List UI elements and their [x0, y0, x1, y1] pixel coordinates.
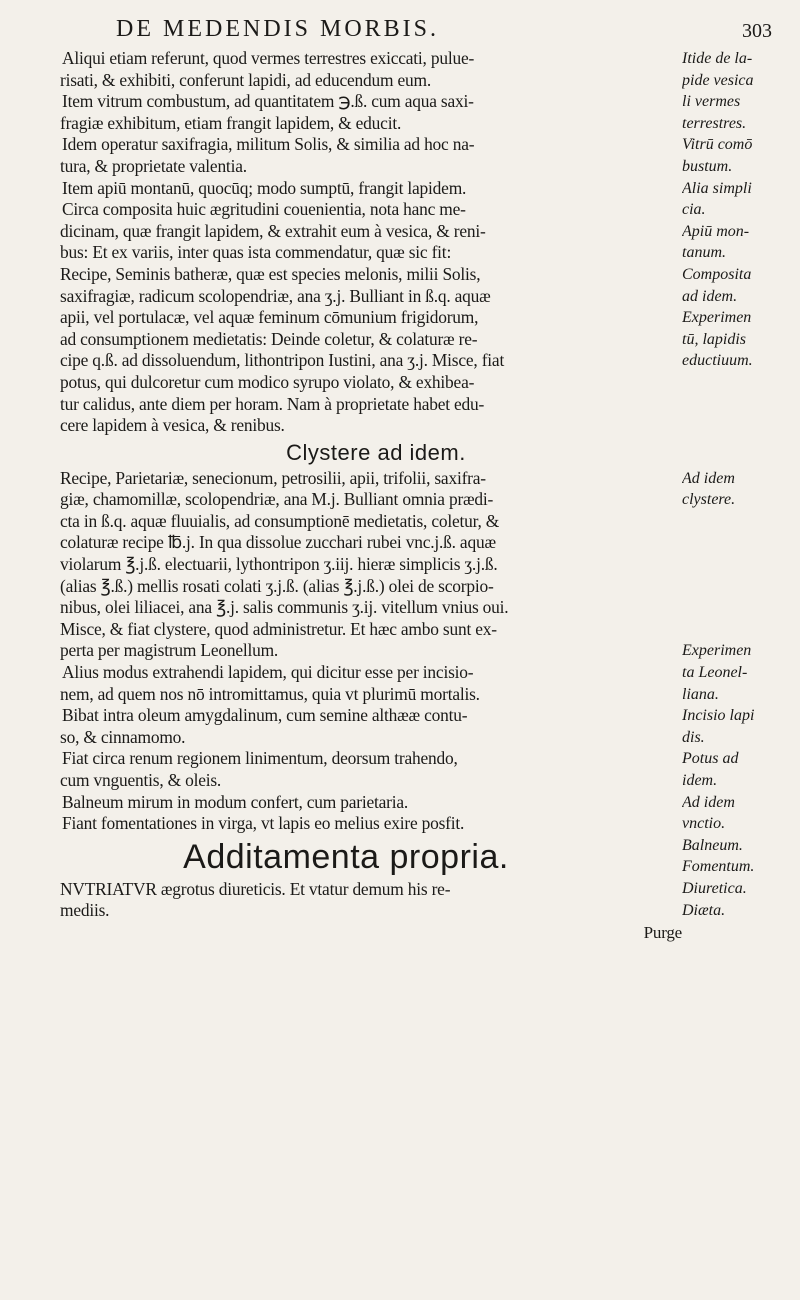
text-line: violarum ℥.j.ß. electuarii, lythontripon ʒ.iij. hieræ simplicis ʒ.j.ß.: [60, 554, 498, 575]
margin-note: Balneum.: [682, 836, 743, 854]
text-line: cum vnguentis, & oleis.: [60, 770, 222, 790]
margin-note: clystere.: [682, 491, 736, 509]
text-line: so, & cinnamomo.: [60, 726, 186, 747]
margin-note: pide vesica: [682, 71, 754, 89]
text-line: saxifragiæ, radicum scolopendriæ, ana ʒ.j. Bulliant in ß.q. aquæ: [60, 285, 491, 306]
margin-note: Vitrū comō: [682, 136, 753, 154]
margin-note-spacer: [682, 372, 794, 394]
margin-note: Experimen: [682, 642, 752, 660]
margin-note: li vermes: [682, 93, 741, 111]
text-line: Aliqui etiam referunt, quod vermes terrestres exiccati, pulue-: [62, 48, 475, 68]
margin-note: tanum.: [682, 244, 726, 262]
text-line: (alias ℥.ß.) mellis rosati colati ʒ.j.ß. (alias ℥.j.ß.) olei de scorpio-: [60, 575, 494, 596]
margin-note: Ad idem: [682, 793, 735, 811]
margin-note: tū, lapidis: [682, 330, 747, 348]
text-line: Idem operatur saxifragia, militum Solis, & similia ad hoc na-: [62, 134, 475, 155]
margin-note: ta Leonel-: [682, 664, 748, 682]
margin-note-spacer: [682, 437, 794, 468]
margin-note: Fomentum.: [682, 858, 755, 876]
margin-note: Ad idem: [682, 469, 735, 487]
margin-note: idem.: [682, 772, 718, 789]
section-heading-additamenta: Additamenta propria.: [183, 837, 509, 876]
page-header: [0, 16, 800, 46]
text-line: Bibat intra oleum amygdalinum, cum semine althææ contu-: [62, 705, 468, 726]
text-line: tur calidus, ante diem per horam. Nam à proprietate habet edu-: [60, 393, 485, 414]
margin-note-spacer: [682, 576, 794, 598]
margin-note: Itide de la-: [682, 50, 753, 67]
margin-note: bustum.: [682, 157, 733, 175]
page-number: 303: [742, 20, 772, 42]
margin-note: eductiuum.: [682, 352, 753, 370]
text-line: Recipe, Seminis batheræ, quæ est species melonis, milii Solis,: [60, 263, 481, 284]
margin-note: Experimen: [682, 309, 752, 327]
margin-note: Incisio lapi: [682, 707, 755, 725]
text-line: Circa composita huic ægritudini couenientia, nota hanc me-: [62, 199, 466, 220]
margin-note: Apiū mon-: [682, 222, 750, 240]
margin-note: liana.: [682, 685, 719, 703]
text-line: nem, ad quem nos nō intromittamus, quia vt plurimū mortalis.: [60, 683, 480, 704]
margin-note-spacer: [682, 415, 794, 437]
text-line: Fiant fomentationes in virga, vt lapis eo melius exire posfit.: [62, 813, 465, 834]
margin-note-spacer: [682, 597, 794, 619]
text-line: NVTRIATVR ægrotus diureticis. Et vtatur demum his re-: [60, 878, 451, 899]
text-line: risati, & exhibiti, conferunt lapidi, ad educendum eum.: [60, 69, 432, 90]
margin-note-spacer: [682, 554, 794, 576]
text-line: Fiat circa renum regionem linimentum, deorsum trahendo,: [62, 748, 458, 769]
margin-note: Alia simpli: [682, 179, 752, 197]
text-line: Balneum mirum in modum confert, cum parietaria.: [62, 791, 409, 812]
margin-note: Diuretica.: [682, 879, 747, 897]
margin-note: Composita: [682, 265, 752, 283]
margin-note-spacer: [682, 511, 794, 533]
text-line: cipe q.ß. ad dissoluendum, lithontripon Iustini, ana ʒ.j. Misce, fiat: [60, 350, 505, 371]
margin-note: Diæta.: [682, 901, 726, 919]
text-line: potus, qui dulcoretur cum modico syrupo violato, & exhibea-: [60, 371, 475, 392]
text-line: Item apiū montanū, quocūq; modo sumptū, frangit lapidem.: [62, 177, 467, 198]
margin-note-spacer: [682, 394, 794, 416]
text-line: tura, & proprietate valentia.: [60, 155, 247, 176]
running-title: DE MEDENDIS MORBIS.: [116, 16, 440, 42]
text-line: cta in ß.q. aquæ fluuialis, ad consumptionē medietatis, coletur, &: [60, 510, 500, 531]
margin-note: ad idem.: [682, 287, 738, 305]
text-line: giæ, chamomillæ, scolopendriæ, ana M.j. Bulliant omnia prædi-: [60, 489, 494, 510]
catchword: Purge: [643, 922, 682, 942]
text-line: ad consumptionem medietatis: Deinde coletur, & colaturæ re-: [60, 328, 478, 349]
text-line: fragiæ exhibitum, etiam frangit lapidem, & educit.: [60, 112, 402, 133]
margin-note-spacer: [682, 532, 794, 554]
margin-notes-column: [682, 48, 794, 921]
text-line: apii, vel portulacæ, vel aquæ feminum cōmunium frigidorum,: [60, 307, 479, 328]
text-line: Misce, & fiat clystere, quod administretur. Et hæc ambo sunt ex-: [60, 618, 497, 639]
text-line: mediis.: [60, 900, 110, 921]
text-line: colaturæ recipe ℔.j. In qua dissolue zucchari rubei vnc.j.ß. aquæ: [60, 532, 496, 553]
text-line: Alius modus extrahendi lapidem, qui dicitur esse per incisio-: [62, 662, 474, 683]
text-line: cere lapidem à vesica, & renibus.: [60, 415, 285, 436]
text-line: Item vitrum combustum, ad quantitatem ℈.ß. cum aqua saxi-: [62, 91, 474, 112]
margin-note: Potus ad: [682, 750, 739, 768]
margin-note-spacer: [682, 619, 794, 641]
text-line: nibus, olei liliacei, ana ℥.j. salis communis ʒ.ij. vitellum vnius oui.: [60, 597, 509, 618]
text-line: Recipe, Parietariæ, senecionum, petrosilii, apii, trifolii, saxifra-: [60, 467, 486, 488]
text-line: perta per magistrum Leonellum.: [60, 640, 279, 661]
margin-note: cia.: [682, 201, 706, 219]
text-line: dicinam, quæ frangit lapidem, & extrahit eum à vesica, & reni-: [60, 220, 486, 241]
margin-note: terrestres.: [682, 114, 747, 132]
main-text-column: [60, 48, 692, 944]
text-line: bus: Et ex variis, inter quas ista commendatur, quæ sic fit:: [60, 242, 452, 263]
margin-note: vnctio.: [682, 815, 726, 833]
section-heading-clystere: Clystere ad idem.: [286, 439, 466, 465]
margin-note: dis.: [682, 728, 705, 746]
